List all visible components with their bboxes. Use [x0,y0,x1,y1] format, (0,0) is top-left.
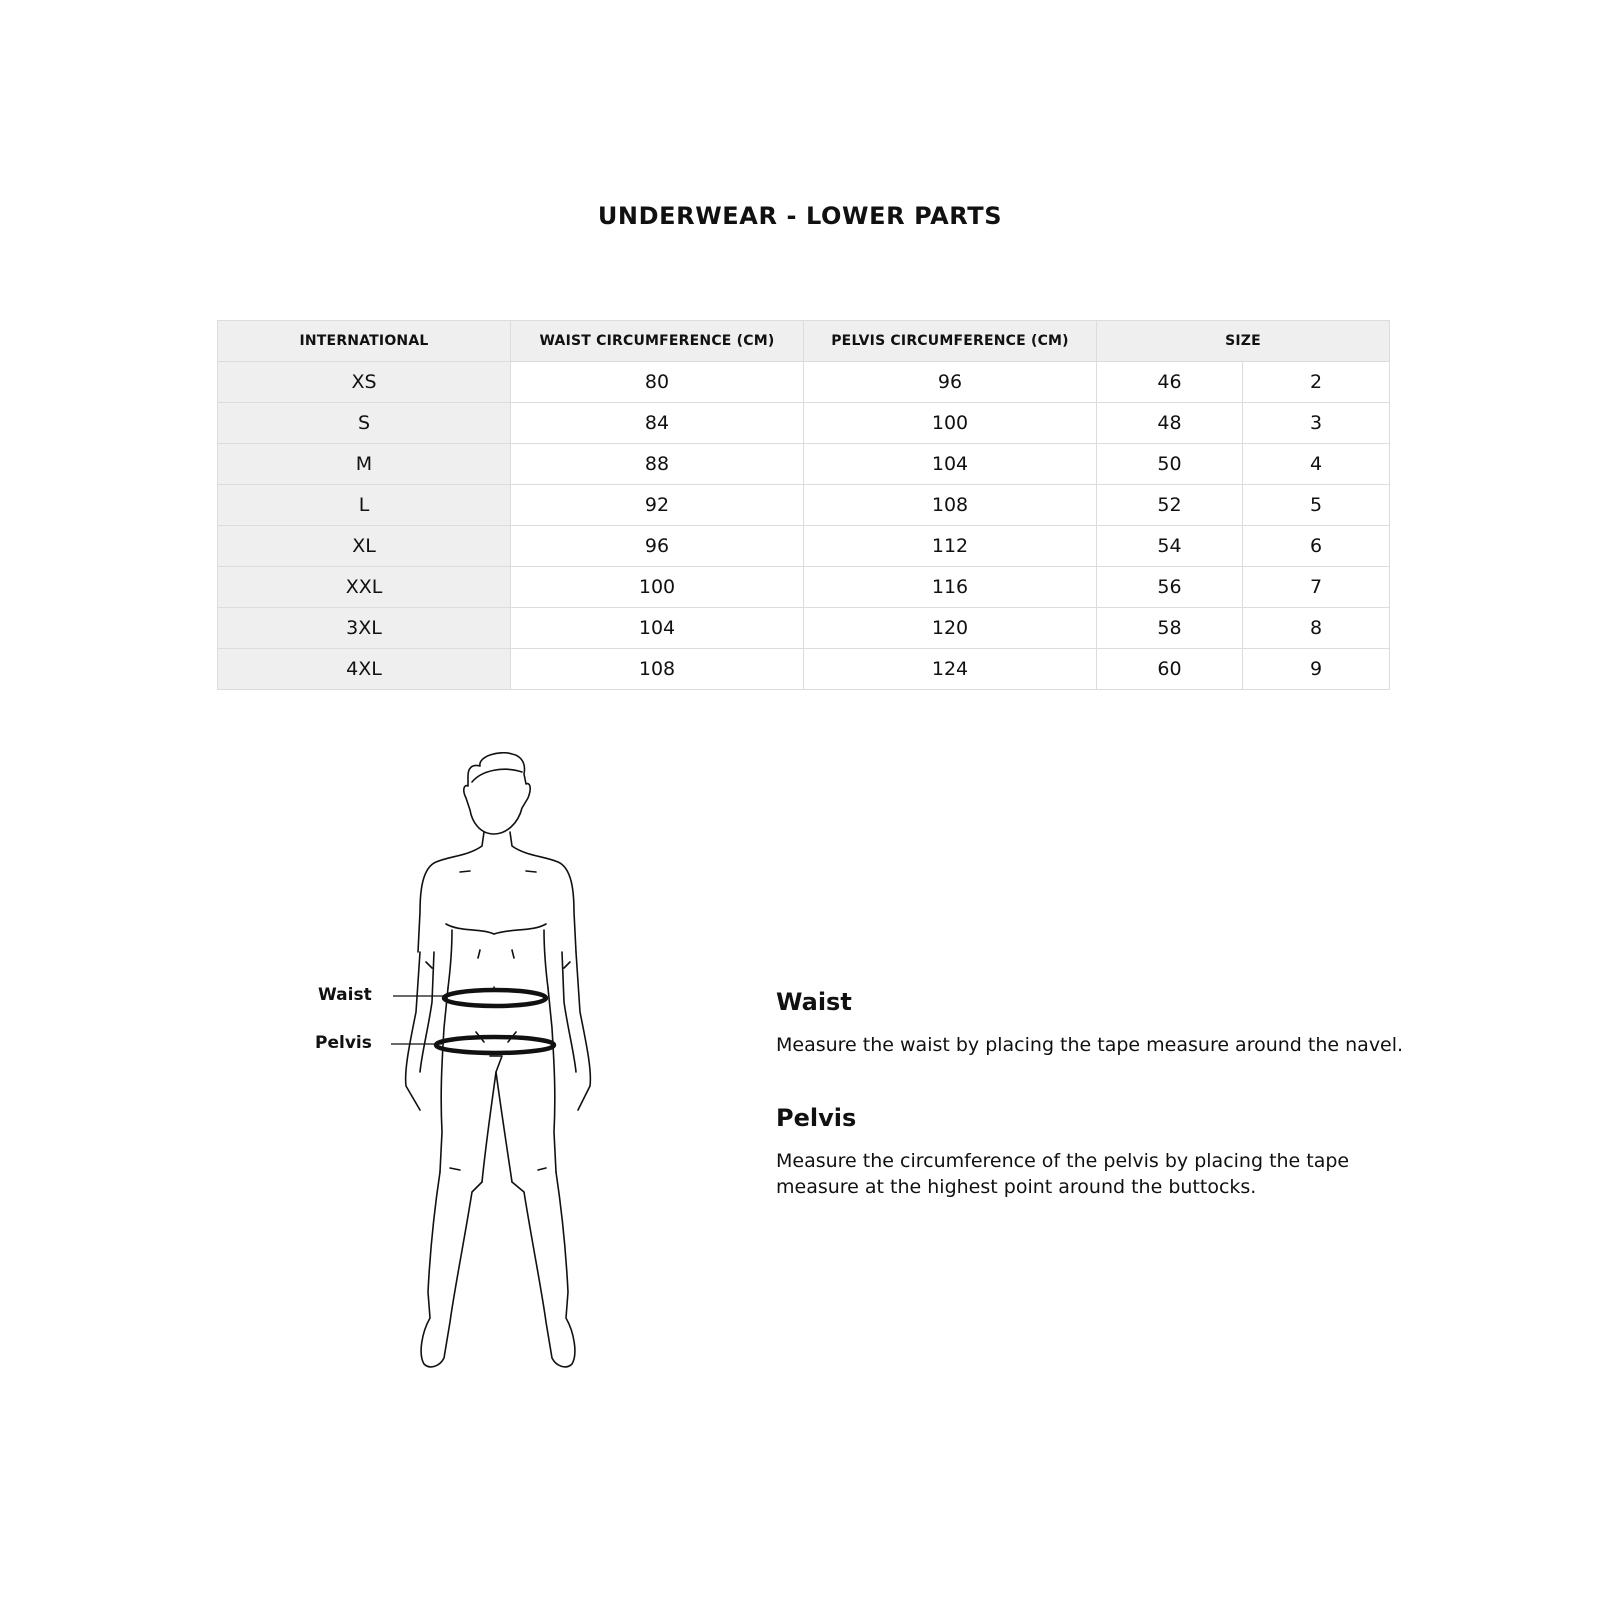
cell-size-num: 6 [1243,526,1390,567]
pelvis-heading: Pelvis [776,1104,857,1132]
cell-waist: 100 [511,567,804,608]
cell-size-eu: 50 [1097,444,1243,485]
cell-size-eu: 60 [1097,649,1243,690]
cell-international: L [218,485,511,526]
header-size: SIZE [1097,321,1390,362]
size-table [217,320,1390,690]
cell-size-num: 3 [1243,403,1390,444]
table-row [218,567,1390,608]
header-pelvis: PELVIS CIRCUMFERENCE (CM) [804,321,1097,362]
cell-size-eu: 48 [1097,403,1243,444]
cell-size-eu: 54 [1097,526,1243,567]
cell-size-num: 9 [1243,649,1390,690]
cell-size-num: 4 [1243,444,1390,485]
waist-instruction: Measure the waist by placing the tape measure around the navel. [776,1034,1404,1056]
cell-waist: 92 [511,485,804,526]
pelvis-leader-line [300,752,620,1412]
cell-waist: 108 [511,649,804,690]
pelvis-label: Pelvis [315,1033,372,1053]
table-header-row [218,321,1390,362]
table-row [218,444,1390,485]
cell-size-eu: 52 [1097,485,1243,526]
cell-waist: 84 [511,403,804,444]
cell-international: S [218,403,511,444]
measurement-instructions [776,988,1436,1246]
table-row [218,608,1390,649]
cell-pelvis: 104 [804,444,1097,485]
cell-international: 3XL [218,608,511,649]
cell-pelvis: 100 [804,403,1097,444]
cell-waist: 88 [511,444,804,485]
cell-pelvis: 96 [804,362,1097,403]
cell-waist: 104 [511,608,804,649]
cell-size-eu: 56 [1097,567,1243,608]
waist-label: Waist [318,985,372,1005]
table-row [218,485,1390,526]
cell-international: 4XL [218,649,511,690]
cell-international: M [218,444,511,485]
cell-international: XXL [218,567,511,608]
cell-waist: 96 [511,526,804,567]
table-row [218,526,1390,567]
table-row [218,649,1390,690]
cell-size-num: 8 [1243,608,1390,649]
cell-pelvis: 116 [804,567,1097,608]
cell-waist: 80 [511,362,804,403]
table-row [218,362,1390,403]
body-figure [300,752,620,1412]
waist-heading: Waist [776,988,852,1016]
page-title: UNDERWEAR - LOWER PARTS [597,202,1003,230]
cell-international: XL [218,526,511,567]
header-waist: WAIST CIRCUMFERENCE (CM) [511,321,804,362]
cell-pelvis: 120 [804,608,1097,649]
pelvis-instruction: Measure the circumference of the pelvis by placing the tape measure at the highest point around the buttocks. [776,1150,1350,1198]
cell-size-eu: 46 [1097,362,1243,403]
cell-international: XS [218,362,511,403]
cell-size-num: 7 [1243,567,1390,608]
cell-pelvis: 124 [804,649,1097,690]
header-international: INTERNATIONAL [218,321,511,362]
cell-size-num: 5 [1243,485,1390,526]
cell-size-eu: 58 [1097,608,1243,649]
cell-pelvis: 112 [804,526,1097,567]
table-row [218,403,1390,444]
cell-size-num: 2 [1243,362,1390,403]
cell-pelvis: 108 [804,485,1097,526]
